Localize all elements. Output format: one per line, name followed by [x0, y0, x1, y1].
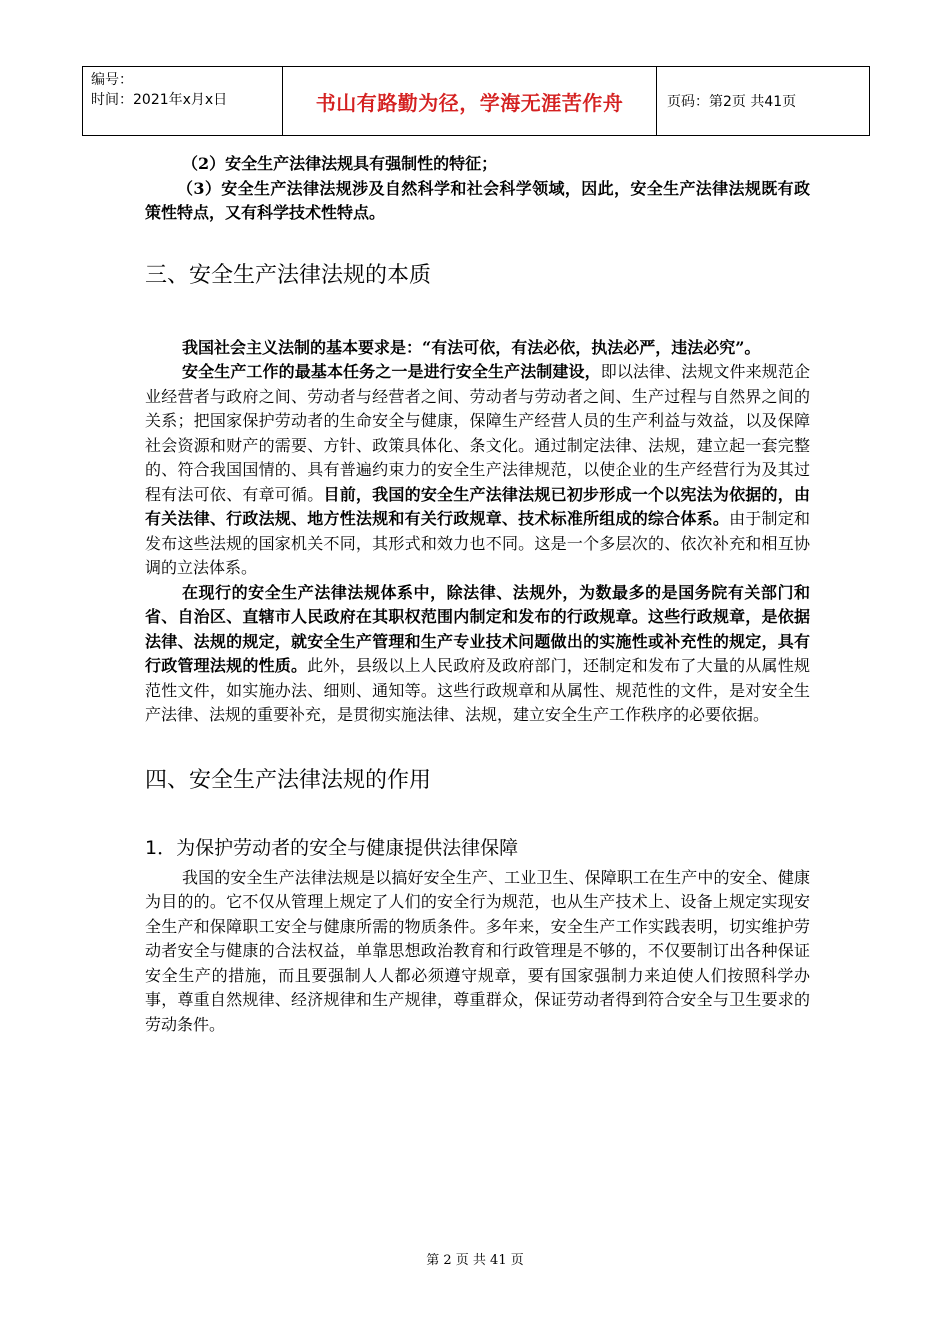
subsection-1-heading: 1．为保护劳动者的安全与健康提供法律保障 — [145, 836, 519, 859]
section-3-p2-bold-1: 安全生产工作的最基本任务之一是进行安全生产法制建设， — [182, 362, 601, 381]
number-label: 编号： — [91, 72, 133, 88]
section-3-p2-text-1: 即以法律、法规文件来规范企业经营者与政府之间、劳动者与经营者之间、劳动者与劳动者之间、生产过程与自然界之间的关系；把国家保护劳动者的生命安全与健康，保障生产经营人员的生产利益与效益，以及保障社会资源和财产的需要、方针、政策具体化、条文化。通过制定法律、法规，建立起一套完整的、符合我国国情的、具有普遍约束力的安全生产法律规范，以使企业的生产经营行为及其过程有法可依、有章可循。 — [145, 362, 810, 504]
section-3-p2-bold-2: 目前，我国的安全生产法律法规已初步形成一个以宪法为依据的，由有关法律、行政法规、地方性法规和有关行政规章、技术标准所组成的综合体系。 — [145, 484, 810, 528]
list-item-3: （3）安全生产法律法规涉及自然科学和社会科学领域，因此，安全生产法律法规既有政策性特点，又有科学技术性特点。 — [145, 178, 810, 222]
header-motto: 书山有路勤为径，学海无涯苦作舟 — [283, 67, 657, 135]
page-footer: 第 2 页 共 41 页 — [426, 1253, 524, 1268]
section-3-paragraph-1: 我国社会主义法制的基本要求是：“有法可依，有法必依，执法必严，违法必究”。 — [182, 337, 761, 357]
header-meta-cell — [83, 67, 283, 135]
header-page-info: 页码：第2页 共41页 — [667, 94, 797, 110]
time-label: 时间：2021年x月x日 — [91, 92, 228, 108]
section-3-p2-text-2: 由于制定和发布这些法规的国家机关不同，其形式和效力也不同。这是一个多层次的、依次补充和相互协调的立法体系。 — [145, 509, 810, 577]
section-3-heading: 三、安全生产法律法规的本质 — [145, 262, 432, 288]
section-4-paragraph-1: 我国的安全生产法律法规是以搞好安全生产、工业卫生、保障职工在生产中的安全、健康为目的的。它不仅从管理上规定了人们的安全行为规范，也从生产技术上、设备上规定实现安全生产和保障职工安全与健康所需的物质条件。多年来，安全生产工作实践表明，切实维护劳动者安全与健康的合法权益，单靠思想政治教育和行政管理是不够的，不仅要制订出各种保证安全生产的措施，而且要强制人人都必须遵守规章，要有国家强制力来迫使人们按照科学办事，尊重自然规律、经济规律和生产规律，尊重群众，保证劳动者得到符合安全与卫生要求的劳动条件。 — [145, 867, 810, 1034]
list-item-2: （2）安全生产法律法规具有强制性的特征； — [182, 154, 498, 173]
section-4-heading: 四、安全生产法律法规的作用 — [145, 767, 432, 793]
section-3-paragraph-3 — [145, 581, 810, 728]
section-3-p3-bold: 在现行的安全生产法律法规体系中，除法律、法规外，为数最多的是国务院有关部门和省、自治区、直辖市人民政府在其职权范围内制定和发布的行政规章。这些行政规章，是依据法律、法规的规定，就安全生产管理和生产专业技术问题做出的实施性或补充性的规定，具有行政管理法规的性质。 — [145, 582, 810, 675]
section-3-p3-text: 此外，县级以上人民政府及政府部门，还制定和发布了大量的从属性规范性文件，如实施办法、细则、通知等。这些行政规章和从属性、规范性的文件，是对安全生产法律、法规的重要补充，是贯彻实施法律、法规，建立安全生产工作秩序的必要依据。 — [145, 656, 810, 724]
document-body — [145, 152, 810, 1037]
document-header-table — [82, 66, 870, 136]
section-3-paragraph-2 — [145, 360, 810, 581]
